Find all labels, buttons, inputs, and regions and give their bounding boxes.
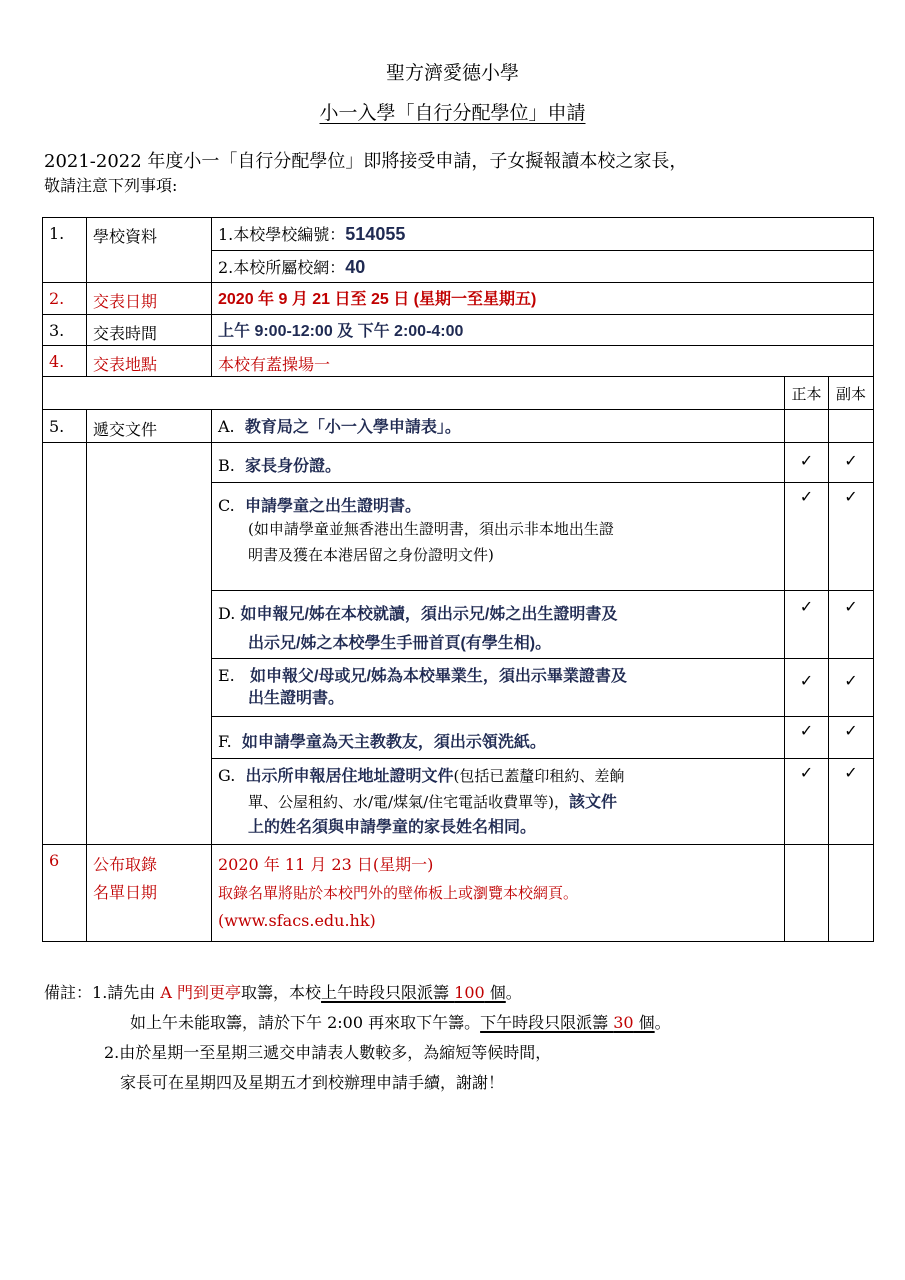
check-original-g: ✓ bbox=[785, 759, 829, 845]
school-name: 聖方濟愛德小學 bbox=[385, 62, 519, 84]
result-date-value: 2020 年 11 月 23 日(星期一) 取錄名單將貼於本校門外的壁佈板上或瀏覽本校網頁。 (www.sfacs.edu.hk) bbox=[212, 845, 785, 942]
intro-line-2: 敬請注意下列事項: bbox=[44, 176, 178, 195]
row-label: 交表日期 bbox=[87, 283, 212, 315]
check-copy-f: ✓ bbox=[829, 717, 874, 759]
row-number: 5. bbox=[43, 410, 87, 443]
row-label: 交表時間 bbox=[87, 315, 212, 346]
check-copy-b: ✓ bbox=[829, 443, 874, 483]
row-result-date bbox=[43, 845, 874, 942]
row-number: 1. bbox=[43, 218, 87, 283]
check-original-f: ✓ bbox=[785, 717, 829, 759]
row-submission-date bbox=[43, 283, 874, 315]
submission-date-value: 2020 年 9 月 21 日至 25 日 (星期一至星期五) bbox=[212, 283, 874, 315]
row-number: 4. bbox=[43, 346, 87, 377]
check-copy-g: ✓ bbox=[829, 759, 874, 845]
check-original-b: ✓ bbox=[785, 443, 829, 483]
doc-g: G. 出示所申報居住地址證明文件(包括已蓋釐印租約、差餉 單、公屋租約、水/電/煤氣/住宅電話收費單等)，該文件 上的姓名須與申請學童的家長姓名相同。 bbox=[212, 759, 785, 845]
doc-a: A. 教育局之「小一入學申請表」。 bbox=[212, 410, 785, 443]
doc-c: C. 申請學童之出生證明書。 (如申請學童並無香港出生證明書，須出示非本地出生證 明書及獲在本港居留之身份證明文件) bbox=[212, 483, 785, 591]
doc-f: F. 如申請學童為天主教教友，須出示領洗紙。 bbox=[212, 717, 785, 759]
original-header: 正本 bbox=[785, 377, 829, 410]
row-label: 遞交文件 bbox=[87, 410, 212, 443]
row-copy-header bbox=[43, 377, 874, 410]
doc-b: B. 家長身份證。 bbox=[212, 443, 785, 483]
row-label: 公布取錄 名單日期 bbox=[87, 845, 212, 942]
row-school-info bbox=[43, 218, 874, 251]
row-number: 2. bbox=[43, 283, 87, 315]
page-title: 小一入學「自行分配學位」申請 bbox=[319, 102, 586, 124]
copy-header: 副本 bbox=[829, 377, 874, 410]
row-submission-place bbox=[43, 346, 874, 377]
school-number: 1.本校學校編號：514055 bbox=[212, 218, 874, 251]
check-original-e: ✓ bbox=[785, 659, 829, 717]
intro-line-1: 2021-2022 年度小一「自行分配學位」即將接受申請，子女擬報讀本校之家長， bbox=[44, 151, 688, 172]
row-label: 交表地點 bbox=[87, 346, 212, 377]
check-copy-e: ✓ bbox=[829, 659, 874, 717]
doc-row-b bbox=[43, 443, 874, 483]
remarks: 備註：1.請先由 A 門到更亭取籌，本校上午時段只限派籌 100 個。 如上午未能取籌，請於下午 2:00 再來取下午籌。下午時段只限派籌 30 個。 2.由於星期一至星期三遞交申請表人數較多，為縮短等候時間， 家長可在星期四及星期五才到校辦理申請手續，謝謝！ bbox=[44, 983, 671, 1092]
row-label: 學校資料 bbox=[87, 218, 212, 283]
check-copy-c: ✓ bbox=[829, 483, 874, 591]
doc-row-a bbox=[43, 410, 874, 443]
row-submission-time bbox=[43, 315, 874, 346]
info-table bbox=[42, 217, 874, 942]
doc-e: E. 如申報父/母或兄/姊為本校畢業生，須出示畢業證書及 出生證明書。 bbox=[212, 659, 785, 717]
check-copy-d: ✓ bbox=[829, 591, 874, 659]
row-number: 6 bbox=[43, 845, 87, 942]
check-original-d: ✓ bbox=[785, 591, 829, 659]
submission-place-value: 本校有蓋操場一 bbox=[212, 346, 874, 377]
row-number: 3. bbox=[43, 315, 87, 346]
check-original-c: ✓ bbox=[785, 483, 829, 591]
school-net: 2.本校所屬校網：40 bbox=[212, 251, 874, 283]
doc-d: D. 如申報兄/姊在本校就讀，須出示兄/姊之出生證明書及 出示兄/姊之本校學生手冊首頁(有學生相)。 bbox=[212, 591, 785, 659]
submission-time-value: 上午 9:00-12:00 及 下午 2:00-4:00 bbox=[212, 315, 874, 346]
